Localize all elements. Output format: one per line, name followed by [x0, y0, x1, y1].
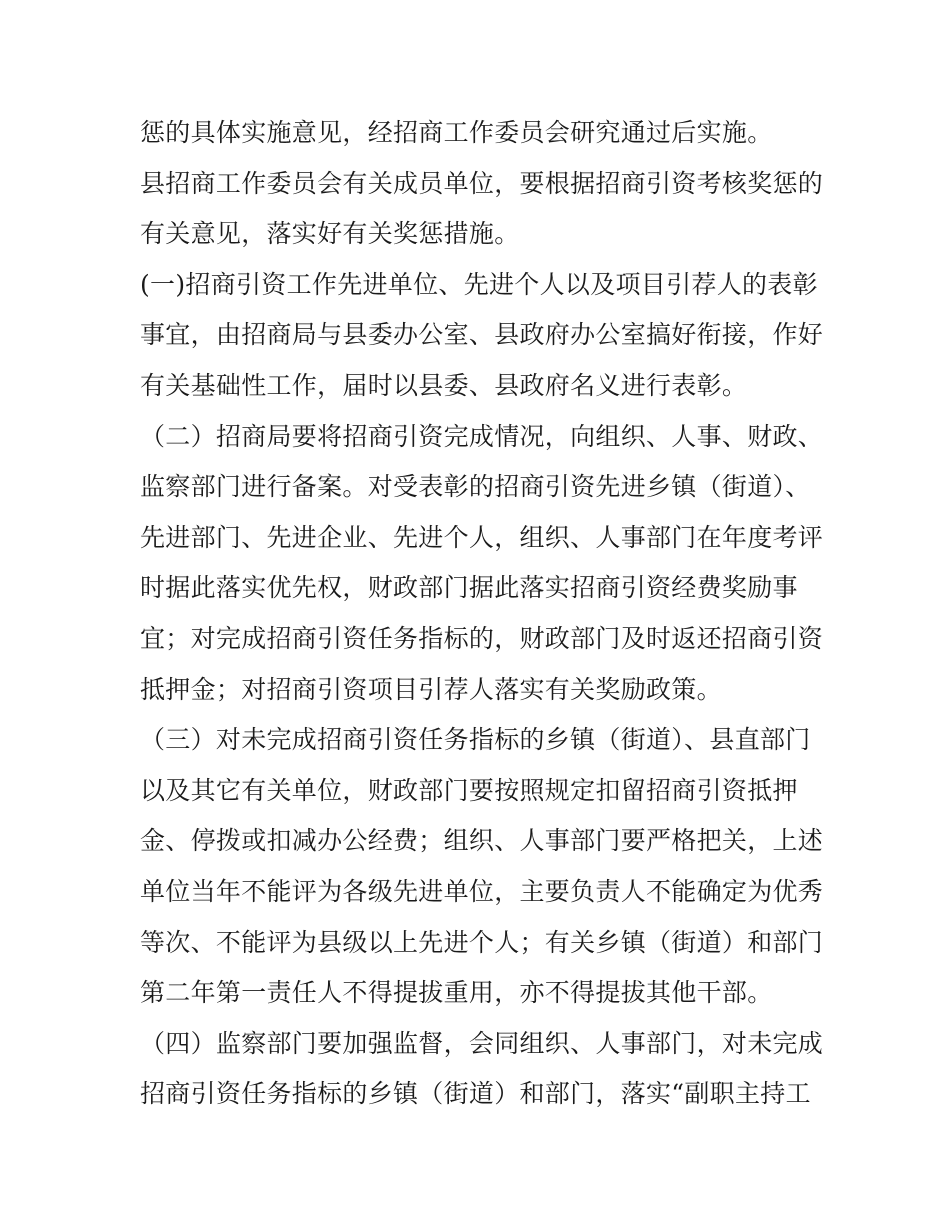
text-line: 等次、不能评为县级以上先进个人；有关乡镇（街道）和部门 [140, 927, 824, 957]
text-line: 监察部门进行备案。对受表彰的招商引资先进乡镇（街道）、 [140, 472, 811, 502]
text-line: 有关意见，落实好有关奖惩措施。 [140, 219, 520, 249]
document-body [140, 108, 824, 1120]
text-line: 金、停拨或扣减办公经费；组织、人事部门要严格把关，上述 [140, 826, 824, 856]
text-line: 第二年第一责任人不得提拔重用，亦不得提拔其他干部。 [140, 978, 773, 1008]
text-line: （四）监察部门要加强监督，会同组织、人事部门，对未完成 [140, 1028, 824, 1058]
text-line: 有关基础性工作，届时以县委、县政府名义进行表彰。 [140, 370, 748, 400]
text-line: 单位当年不能评为各级先进单位，主要负责人不能确定为优秀 [140, 876, 824, 906]
text-line: 宜；对完成招商引资任务指标的，财政部门及时返还招商引资 [140, 623, 824, 653]
text-line: 事宜，由招商局与县委办公室、县政府办公室搞好衔接，作好 [140, 320, 824, 350]
text-line: 先进部门、先进企业、先进个人，组织、人事部门在年度考评 [140, 522, 824, 552]
text-line: 抵押金；对招商引资项目引荐人落实有关奖励政策。 [140, 674, 722, 704]
text-line: （三）对未完成招商引资任务指标的乡镇（街道）、县直部门 [140, 725, 811, 755]
text-line: 以及其它有关单位，财政部门要按照规定扣留招商引资抵押 [140, 775, 798, 805]
text-line: 县招商工作委员会有关成员单位，要根据招商引资考核奖惩的 [140, 168, 824, 198]
text-line: 惩的具体实施意见，经招商工作委员会研究通过后实施。 [140, 118, 773, 147]
text-line: (一)招商引资工作先进单位、先进个人以及项目引荐人的表彰 [140, 269, 818, 299]
text-line: （二）招商局要将招商引资完成情况，向组织、人事、财政、 [140, 421, 824, 451]
text-line: 时据此落实优先权，财政部门据此落实招商引资经费奖励事 [140, 573, 798, 603]
text-line: 招商引资任务指标的乡镇（街道）和部门，落实“副职主持工 [140, 1079, 811, 1109]
